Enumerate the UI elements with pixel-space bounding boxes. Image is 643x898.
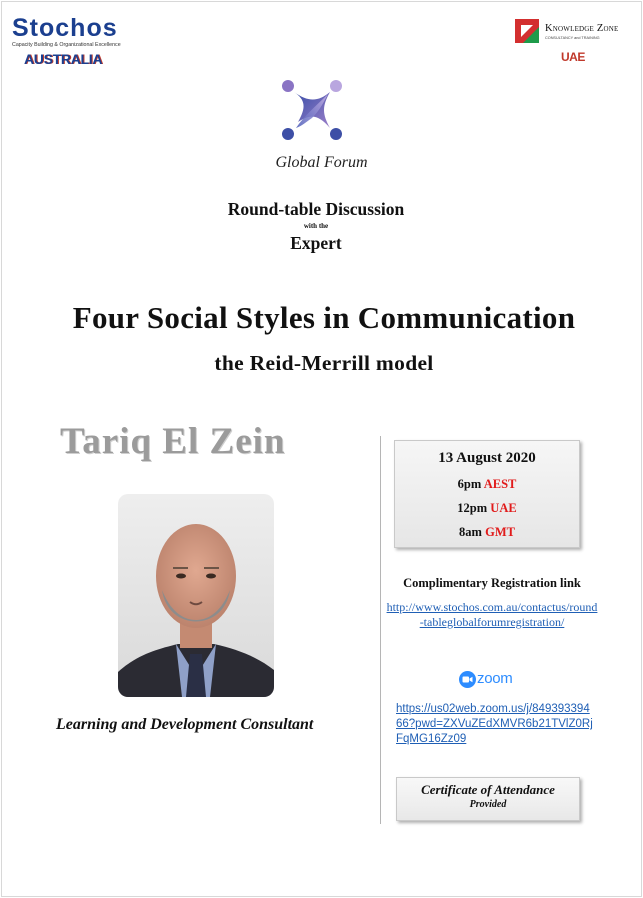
format-line-2: Expert — [290, 233, 342, 253]
knowledge-zone-sub: CONSULTANCY and TRAINING — [545, 36, 600, 40]
zoom-meeting-link[interactable]: https://us02web.zoom.us/j/84939339466?pwd=ZXVuZEdXMVR6b21TVlZ0RjFqMG16Zz09 — [396, 703, 593, 745]
registration-link[interactable]: http://www.stochos.com.au/contactus/round-tableglobalforumregistration/ — [386, 600, 598, 629]
time-row-uae — [395, 501, 579, 515]
global-forum-label: Global Forum — [275, 154, 368, 171]
time-value: 8am — [459, 525, 482, 539]
stochos-tagline: Capacity Building & Organizational Excellence — [12, 42, 121, 48]
time-zone: AEST — [483, 477, 517, 491]
zoom-camera-icon — [459, 671, 476, 688]
format-line-1: Round-table Discussion — [227, 199, 405, 219]
speaker-photo — [118, 494, 274, 697]
certificate-note: Provided — [469, 799, 507, 810]
registration-label: Complimentary Registration link — [403, 576, 581, 590]
time-row-aest — [395, 477, 579, 491]
event-title: Four Social Styles in Communication — [72, 300, 576, 335]
event-date: 13 August 2020 — [438, 450, 536, 466]
speaker-role: Learning and Development Consultant — [56, 716, 314, 733]
zoom-wordmark: zoom — [477, 670, 513, 687]
event-subtitle: the Reid-Merrill model — [214, 351, 434, 375]
certificate-title: Certificate of Attendance — [421, 782, 555, 797]
time-zone: UAE — [490, 501, 517, 515]
stochos-country: AUSTRALIA — [24, 51, 103, 67]
stochos-brand: Stochos — [12, 14, 118, 42]
speaker-name: Tariq El Zein — [60, 421, 286, 462]
time-value: 12pm — [457, 501, 488, 515]
schedule-box — [394, 440, 580, 548]
format-with: with the — [303, 222, 329, 230]
zoom-logo — [459, 670, 529, 690]
time-value: 6pm — [457, 477, 482, 491]
global-forum-emblem-icon — [272, 70, 352, 150]
knowledge-zone-country: UAE — [561, 50, 585, 64]
video-camera-icon — [459, 671, 476, 688]
time-row-gmt — [395, 525, 579, 539]
knowledge-zone-mark-icon — [515, 19, 539, 43]
vertical-divider — [380, 436, 381, 824]
time-zone: GMT — [485, 525, 515, 539]
stochos-logo — [12, 16, 137, 67]
knowledge-zone-name: Knowledge Zone — [545, 23, 619, 34]
certificate-box — [396, 777, 580, 821]
